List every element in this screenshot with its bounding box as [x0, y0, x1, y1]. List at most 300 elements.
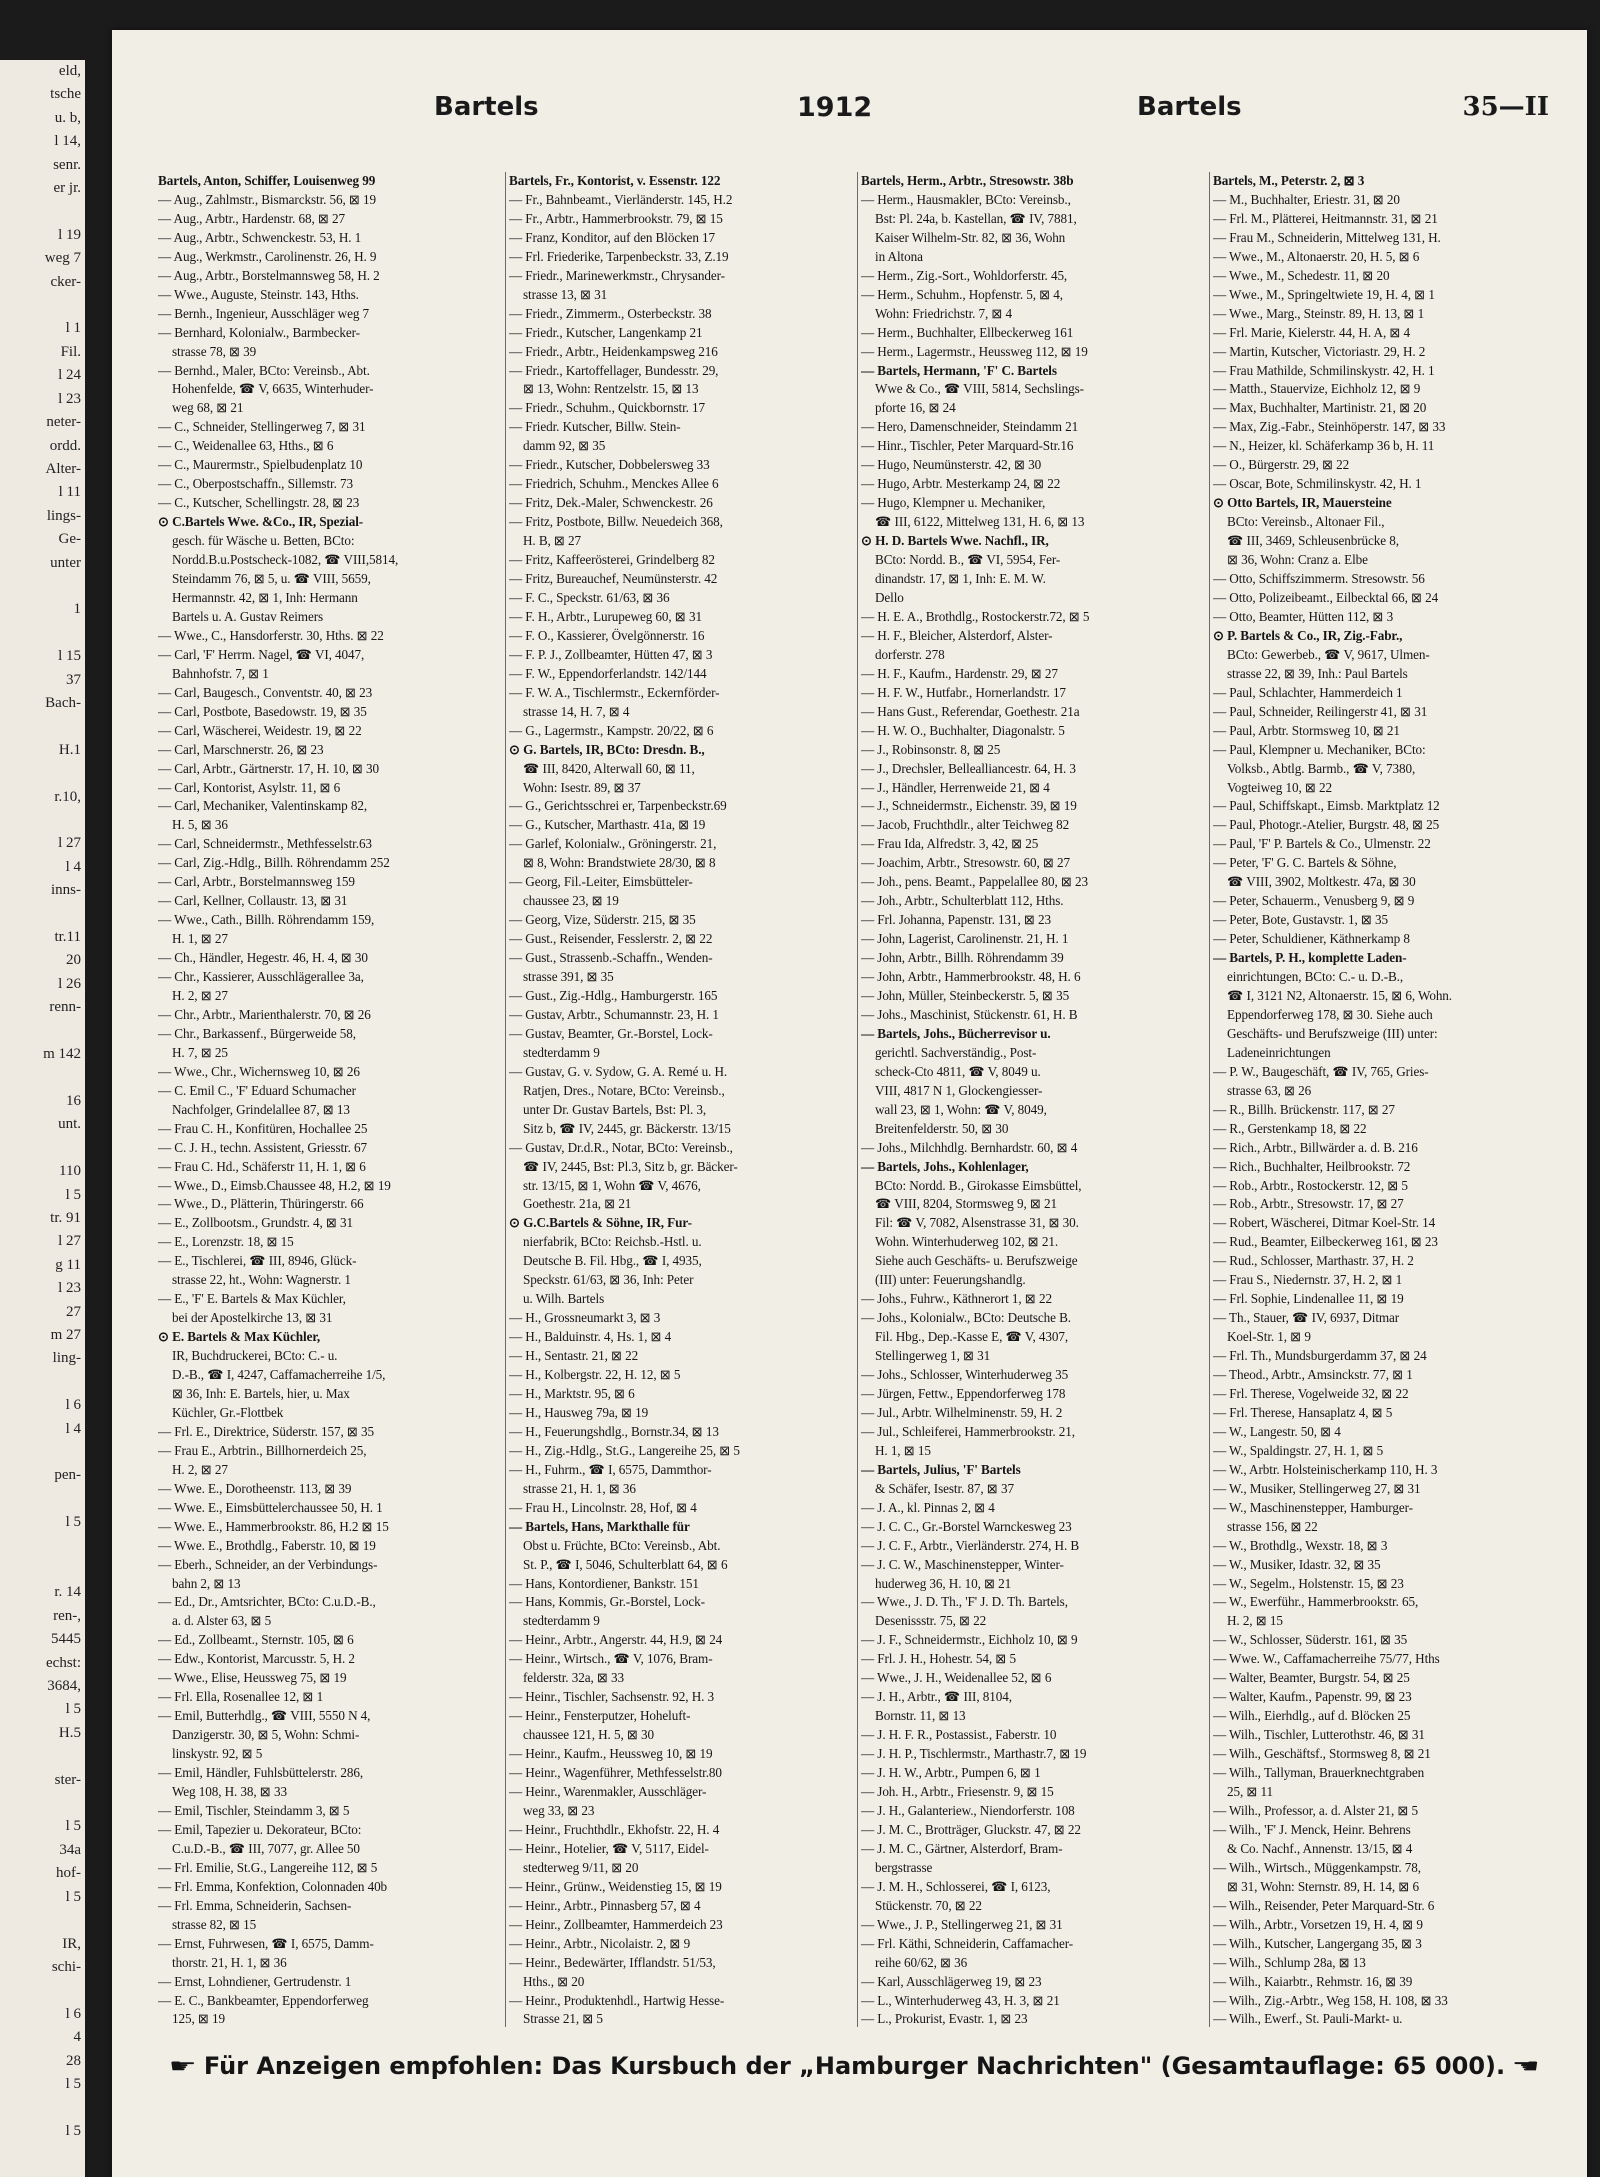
- edge-fragment: 1: [73, 601, 81, 618]
- edge-fragment: renn-: [49, 999, 81, 1016]
- directory-entry: — Wwe. E., Hammerbrookstr. 86, H.2 ⊠ 15: [158, 1518, 389, 1534]
- edge-fragment: H.1: [58, 741, 81, 758]
- directory-entry: — Frau Mathilde, Schmilinskystr. 42, H. 1: [1213, 362, 1435, 378]
- directory-entry: — Frl. Käthi, Schneiderin, Caffamacher-: [861, 1935, 1074, 1951]
- directory-entry: — Frl. Sophie, Lindenallee 11, ⊠ 19: [1213, 1291, 1404, 1307]
- directory-entry: — Rud., Schlosser, Marthastr. 37, H. 2: [1213, 1253, 1414, 1269]
- directory-entry-continuation: Siehe auch Geschäfts- u. Berufszweige: [875, 1253, 1078, 1269]
- directory-entry: — Wilh., Kaiarbtr., Rehmstr. 16, ⊠ 39: [1213, 1973, 1413, 1989]
- directory-entry: — Th., Stauer, ☎ IV, 6937, Ditmar: [1213, 1310, 1400, 1326]
- directory-entry-continuation: H. B, ⊠ 27: [523, 533, 582, 549]
- directory-entry: — Johs., Milchhdlg. Bernhardstr. 60, ⊠ 4: [861, 1139, 1078, 1155]
- directory-entry-continuation: stedterweg 9/11, ⊠ 20: [523, 1859, 639, 1875]
- edge-fragment: [0, 1066, 85, 1089]
- directory-entry: — Wwe., D., Plätterin, Thüringerstr. 66: [158, 1196, 364, 1212]
- directory-entry: — Otto, Polizeibeamt., Eilbecktal 66, ⊠ 24: [1213, 589, 1439, 605]
- directory-entry-continuation: stedterdamm 9: [523, 1044, 600, 1060]
- directory-entry: — W., Langestr. 50, ⊠ 4: [1213, 1423, 1341, 1439]
- edge-fragment: er jr.: [53, 180, 81, 197]
- directory-entry: — Aug., Arbtr., Borstelmannsweg 58, H. 2: [158, 267, 380, 283]
- edge-fragment: l 23: [58, 390, 81, 407]
- directory-entry: — Emil, Tischler, Steindamm 3, ⊠ 5: [158, 1802, 350, 1818]
- directory-entry-continuation: & Co. Nachf., Annenstr. 13/15, ⊠ 4: [1227, 1840, 1413, 1856]
- directory-entry: — W., Spaldingstr. 27, H. 1, ⊠ 5: [1213, 1442, 1384, 1458]
- directory-entry: — Georg, Fil.-Leiter, Eimsbütteler-: [509, 874, 693, 890]
- edge-fragment: m 27: [50, 1326, 81, 1343]
- directory-entry-continuation: Weg 108, H. 38, ⊠ 33: [172, 1784, 287, 1800]
- directory-entry-continuation: Eppendorferweg 178, ⊠ 30. Siehe auch: [1227, 1006, 1433, 1022]
- edge-fragment: [0, 1792, 85, 1815]
- directory-entry: — Frl. Emma, Konfektion, Colonnaden 40b: [158, 1878, 388, 1894]
- directory-entry: — Paul, Schiffskapt., Eimsb. Marktplatz 12: [1213, 798, 1440, 814]
- directory-entry-continuation: bahn 2, ⊠ 13: [172, 1575, 241, 1591]
- edge-fragment: ren-,: [53, 1607, 81, 1624]
- directory-entry: — Jacob, Fruchthdlr., alter Teichweg 82: [861, 817, 1070, 833]
- directory-entry-continuation: strasse 14, H. 7, ⊠ 4: [523, 703, 630, 719]
- directory-entry: — Herm., Schuhm., Hopfenstr. 5, ⊠ 4,: [861, 286, 1063, 302]
- edge-fragment: l 23: [58, 1280, 81, 1297]
- edge-fragment: 27: [66, 1303, 81, 1320]
- edge-fragment: eld,: [58, 63, 81, 79]
- edge-fragment: l 5: [65, 1186, 81, 1203]
- directory-entry-continuation: Nachfolger, Grindelallee 87, ⊠ 13: [172, 1101, 350, 1117]
- directory-entry: — J. M. C., Brotträger, Gluckstr. 47, ⊠ 22: [861, 1821, 1081, 1837]
- directory-entry: — W., Schlosser, Süderstr. 161, ⊠ 35: [1213, 1632, 1408, 1648]
- directory-entry: — Friedr., Kutscher, Dobbelersweg 33: [509, 457, 710, 473]
- directory-entry: — Peter, Bote, Gustavstr. 1, ⊠ 35: [1213, 912, 1388, 928]
- edge-fragment: [0, 1979, 85, 2002]
- directory-entry: — Oscar, Bote, Schmilinskystr. 42, H. 1: [1213, 476, 1422, 492]
- directory-entry: — Wilh., Geschäftsf., Stormsweg 8, ⊠ 21: [1213, 1746, 1431, 1762]
- directory-entry-continuation: Goethestr. 21a, ⊠ 21: [523, 1196, 632, 1212]
- directory-entry-continuation: ⊠ 31, Wohn: Sternstr. 89, H. 14, ⊠ 6: [1227, 1878, 1419, 1894]
- edge-fragment: [0, 1371, 85, 1394]
- directory-entry: — Heinr., Warenmakler, Ausschläger-: [509, 1784, 707, 1800]
- directory-entry: — Wilh., 'F' J. Menck, Heinr. Behrens: [1213, 1821, 1411, 1837]
- directory-entry-continuation: Stellingerweg 1, ⊠ 31: [875, 1348, 991, 1364]
- directory-entry: ⊙ C.Bartels Wwe. &Co., IR, Spezial-: [158, 514, 364, 530]
- directory-entry: — Wilh., Tallyman, Brauerknechtgraben: [1213, 1765, 1425, 1781]
- directory-entry: — Chr., Kassierer, Ausschlägerallee 3a,: [158, 969, 364, 985]
- directory-entry: — Carl, Zig.-Hdlg., Billh. Röhrendamm 252: [158, 855, 390, 871]
- directory-entry: — E., Lorenzstr. 18, ⊠ 15: [158, 1234, 294, 1250]
- directory-entry-continuation: Vogteiweg 10, ⊠ 22: [1227, 779, 1332, 795]
- directory-entry: — W., Maschinenstepper, Hamburger-: [1213, 1499, 1413, 1515]
- directory-entry: — Friedr., Kartoffellager, Bundesstr. 29,: [509, 362, 719, 378]
- directory-entry-continuation: Wohn: Friedrichstr. 7, ⊠ 4: [875, 305, 1013, 321]
- edge-fragment: [0, 809, 85, 832]
- directory-entry-continuation: strasse 78, ⊠ 39: [172, 343, 257, 359]
- directory-page: [112, 30, 1587, 2177]
- directory-entry: ⊙ E. Bartels & Max Küchler,: [158, 1329, 321, 1345]
- directory-entry: — Wwe., J. H., Weidenallee 52, ⊠ 6: [861, 1670, 1052, 1686]
- column-divider: [857, 172, 858, 2027]
- directory-entry: — Gustav, Dr.d.R., Notar, BCto: Vereinsb.,: [509, 1139, 733, 1155]
- directory-entry: — Frau C. Hd., Schäferstr 11, H. 1, ⊠ 6: [158, 1158, 366, 1174]
- directory-entry-continuation: ☎ IV, 2445, Bst: Pl.3, Sitz b, gr. Bäcker-: [523, 1158, 738, 1174]
- directory-entry-continuation: 25, ⊠ 11: [1227, 1784, 1274, 1800]
- edge-fragment: l 24: [58, 367, 81, 384]
- directory-entry: — Rich., Arbtr., Billwärder a. d. B. 216: [1213, 1139, 1418, 1155]
- directory-entry: — W., Segelm., Holstenstr. 15, ⊠ 23: [1213, 1575, 1404, 1591]
- edge-fragment: [0, 762, 85, 785]
- directory-entry-continuation: strasse 156, ⊠ 22: [1227, 1518, 1318, 1534]
- directory-entry-continuation: C.u.D.-B., ☎ III, 7077, gr. Allee 50: [172, 1840, 360, 1856]
- directory-entry: — Fritz, Bureauchef, Neumünsterstr. 42: [509, 571, 718, 587]
- directory-entry: — J., Robinsonstr. 8, ⊠ 25: [861, 741, 1001, 757]
- directory-entry: — Paul, Photogr.-Atelier, Burgstr. 48, ⊠ 25: [1213, 817, 1440, 833]
- directory-entry-continuation: ⊠ 36, Wohn: Cranz a. Elbe: [1227, 552, 1368, 568]
- directory-entry: — C., Oberpostschaffn., Sillemstr. 73: [158, 476, 353, 492]
- edge-fragment: [0, 2143, 85, 2166]
- directory-entry-continuation: Bahnhofstr. 7, ⊠ 1: [172, 665, 269, 681]
- directory-entry: — J. H. F. R., Postassist., Faberstr. 10: [861, 1727, 1057, 1743]
- directory-entry: — W., Musiker, Stellingerweg 27, ⊠ 31: [1213, 1480, 1421, 1496]
- edge-fragment: hof-: [56, 1865, 81, 1882]
- directory-entry: — Heinr., Hotelier, ☎ V, 5117, Eidel-: [509, 1840, 709, 1856]
- edge-fragment: [0, 1020, 85, 1043]
- directory-entry: — Emil, Butterhdlg., ☎ VIII, 5550 N 4,: [158, 1708, 371, 1724]
- directory-entry: — Frl. M., Plätterei, Heitmannstr. 31, ⊠ 21: [1213, 210, 1438, 226]
- edge-fragment: l 6: [65, 1397, 81, 1414]
- directory-entry-continuation: strasse 13, ⊠ 31: [523, 286, 608, 302]
- directory-entry: — H. F. W., Hutfabr., Hornerlandstr. 17: [861, 684, 1066, 700]
- edge-fragment: H.5: [58, 1724, 81, 1741]
- directory-entry-continuation: BCto: Nordd. B., Girokasse Eimsbüttel,: [875, 1177, 1082, 1193]
- edge-fragment: l 5: [65, 1701, 81, 1718]
- directory-entry: — E., 'F' E. Bartels & Max Küchler,: [158, 1291, 346, 1307]
- directory-entry: — H. F., Kaufm., Hardenstr. 29, ⊠ 27: [861, 665, 1058, 681]
- directory-entry: — Bartels, Johs., Bücherrevisor u.: [861, 1025, 1051, 1041]
- directory-entry-continuation: Hermannstr. 42, ⊠ 1, Inh: Hermann: [172, 589, 358, 605]
- directory-entry: — John, Müller, Steinbeckerstr. 5, ⊠ 35: [861, 987, 1070, 1003]
- directory-entry-continuation: Fil: ☎ V, 7082, Alsenstrasse 31, ⊠ 30.: [875, 1215, 1079, 1231]
- directory-entry: — J. H. P., Tischlermstr., Marthastr.7, ⊠ 19: [861, 1746, 1087, 1762]
- edge-fragment: senr.: [53, 156, 81, 173]
- directory-entry: — Carl, Wäscherei, Weidestr. 19, ⊠ 22: [158, 722, 362, 738]
- directory-entry: — J. M. C., Gärtner, Alsterdorf, Bram-: [861, 1840, 1063, 1856]
- directory-entry: — Paul, Klempner u. Mechaniker, BCto:: [1213, 741, 1426, 757]
- directory-entry: — J. C. F., Arbtr., Vierländerstr. 274, H. B: [861, 1537, 1080, 1553]
- directory-entry-continuation: unter Dr. Gustav Bartels, Bst: Pl. 3,: [523, 1101, 707, 1117]
- directory-entry: — H., Marktstr. 95, ⊠ 6: [509, 1386, 635, 1401]
- directory-entry: — Heinr., Wagenführer, Methfesselstr.80: [509, 1765, 722, 1781]
- directory-entry: — Fr., Arbtr., Hammerbrookstr. 79, ⊠ 15: [509, 210, 723, 226]
- directory-entry: — Carl, Baugesch., Conventstr. 40, ⊠ 23: [158, 684, 373, 700]
- directory-entry: — J., Schneidermstr., Eichenstr. 39, ⊠ 19: [861, 798, 1077, 814]
- directory-entry: — W., Ewerführ., Hammerbrookstr. 65,: [1213, 1594, 1419, 1610]
- edge-fragment: ster-: [54, 1771, 81, 1788]
- directory-entry: — Garlef, Kolonialw., Gröningerstr. 21,: [509, 836, 717, 852]
- edge-fragment: l 15: [58, 648, 81, 665]
- directory-entry: Bartels, Anton, Schiffer, Louisenweg 99: [158, 173, 376, 188]
- edge-fragment: l 11: [58, 484, 81, 501]
- directory-entry-continuation: H. 2, ⊠ 27: [172, 1461, 228, 1477]
- directory-entry: — W., Arbtr. Holsteinischerkamp 110, H. 3: [1213, 1461, 1438, 1477]
- directory-entry: — Otto, Schiffszimmerm. Stresowstr. 56: [1213, 571, 1425, 587]
- directory-entry: — Aug., Werkmstr., Carolinenstr. 26, H. 9: [158, 248, 377, 264]
- column-divider: [1209, 172, 1210, 2027]
- directory-entry-continuation: Wohn: Isestr. 89, ⊠ 37: [523, 779, 641, 795]
- directory-entry: — Jul., Arbtr. Wilhelminenstr. 59, H. 2: [861, 1404, 1063, 1420]
- directory-entry-continuation: ⊠ 13, Wohn: Rentzelstr. 15, ⊠ 13: [523, 381, 699, 397]
- directory-entry-continuation: chaussee 121, H. 5, ⊠ 30: [523, 1727, 654, 1743]
- directory-entry-continuation: strasse 22, ht., Wohn: Wagnerstr. 1: [172, 1272, 351, 1288]
- directory-entry: — F. C., Speckstr. 61/63, ⊠ 36: [509, 589, 670, 605]
- directory-entry-continuation: Nordd.B.u.Postscheck-1082, ☎ VIII,5814,: [172, 552, 399, 568]
- directory-entry: — Rob., Arbtr., Stresowstr. 17, ⊠ 27: [1213, 1196, 1404, 1212]
- directory-entry-continuation: Ladeneinrichtungen: [1227, 1044, 1331, 1060]
- directory-entry-continuation: strasse 63, ⊠ 26: [1227, 1082, 1312, 1098]
- directory-entry: — Wilh., Professor, a. d. Alster 21, ⊠ 5: [1213, 1802, 1419, 1818]
- directory-entry-continuation: bei der Apostelkirche 13, ⊠ 31: [172, 1310, 333, 1326]
- edge-fragment: [0, 294, 85, 317]
- directory-entry: — Jul., Schleiferei, Hammerbrookstr. 21,: [861, 1423, 1075, 1439]
- directory-entry-continuation: Sitz b, ☎ IV, 2445, gr. Bäckerstr. 13/15: [523, 1120, 731, 1136]
- directory-entry: — Bartels, P. H., komplette Laden-: [1213, 950, 1407, 966]
- edge-fragment: [0, 1558, 85, 1581]
- edge-fragment: 16: [66, 1092, 81, 1109]
- directory-entry: — Hugo, Klempner u. Mechaniker,: [861, 495, 1046, 511]
- directory-entry: — J., Drechsler, Bellealliancestr. 64, H. 3: [861, 760, 1076, 776]
- directory-entry: — Frau C. H., Konfitüren, Hochallee 25: [158, 1120, 368, 1136]
- directory-entry: — Friedr., Marinewerkmstr., Chrysander-: [509, 267, 725, 283]
- page-header: [112, 92, 1587, 132]
- directory-entry-continuation: Ratjen, Dres., Notare, BCto: Vereinsb.,: [523, 1082, 725, 1098]
- directory-entry: — H., Feuerungshdlg., Bornstr.34, ⊠ 13: [509, 1423, 719, 1439]
- directory-entry: — Paul, Arbtr. Stormsweg 10, ⊠ 21: [1213, 722, 1400, 738]
- directory-entry-continuation: bergstrasse: [875, 1859, 933, 1875]
- directory-entry: ⊙ G. Bartels, IR, BCto: Dresdn. B.,: [509, 741, 705, 757]
- edge-fragment: 34a: [59, 1841, 81, 1858]
- directory-entry-continuation: BCto: Gewerbeb., ☎ V, 9617, Ulmen-: [1227, 646, 1430, 662]
- directory-entry-continuation: u. Wilh. Bartels: [523, 1291, 605, 1307]
- directory-entry: — Gustav, G. v. Sydow, G. A. Remé u. H.: [509, 1063, 728, 1079]
- directory-entry: — Walter, Beamter, Burgstr. 54, ⊠ 25: [1213, 1670, 1410, 1686]
- directory-entry: — Frl. Therese, Vogelweide 32, ⊠ 22: [1213, 1386, 1409, 1401]
- directory-entry-continuation: linskystr. 92, ⊠ 5: [172, 1746, 263, 1762]
- edge-fragment: 20: [66, 952, 81, 969]
- directory-entry: — Wwe., Marg., Steinstr. 89, H. 13, ⊠ 1: [1213, 305, 1425, 321]
- directory-entry: — Joh., pens. Beamt., Pappelallee 80, ⊠ 23: [861, 874, 1088, 890]
- directory-entry: — Heinr., Grünw., Weidenstieg 15, ⊠ 19: [509, 1878, 722, 1894]
- directory-entry: — Otto, Beamter, Hütten 112, ⊠ 3: [1213, 608, 1394, 624]
- page-number: 35—II: [1462, 92, 1549, 122]
- directory-entry: — R., Gerstenkamp 18, ⊠ 22: [1213, 1120, 1367, 1136]
- edge-fragment: 37: [66, 671, 81, 688]
- directory-entry-continuation: Speckstr. 61/63, ⊠ 36, Inh: Peter: [523, 1272, 694, 1288]
- directory-entry: — Wwe. E., Eimsbüttelerchaussee 50, H. 1: [158, 1499, 383, 1515]
- directory-entry: — Bernhd., Maler, BCto: Vereinsb., Abt.: [158, 362, 370, 378]
- directory-entry: — Peter, Schauerm., Venusberg 9, ⊠ 9: [1213, 893, 1415, 909]
- directory-entry: — Heinr., Bedewärter, Ifflandstr. 51/53,: [509, 1954, 716, 1970]
- directory-entry-continuation: huderweg 36, H. 10, ⊠ 21: [875, 1575, 1012, 1591]
- directory-entry-continuation: (III) unter: Feuerungshandlg.: [875, 1272, 1026, 1288]
- directory-entry: — G., Lagermstr., Kampstr. 20/22, ⊠ 6: [509, 722, 714, 738]
- directory-entry: — Frl. Ella, Rosenallee 12, ⊠ 1: [158, 1689, 324, 1705]
- directory-entry: — Frau H., Lincolnstr. 28, Hof, ⊠ 4: [509, 1499, 697, 1515]
- edge-fragment: weg 7: [44, 250, 81, 267]
- directory-entry: — Friedr., Zimmerm., Osterbeckstr. 38: [509, 305, 712, 321]
- directory-entry: — Hans, Kommis, Gr.-Borstel, Lock-: [509, 1594, 705, 1610]
- directory-entry: — R., Billh. Brückenstr. 117, ⊠ 27: [1213, 1101, 1395, 1117]
- directory-entry: — Wwe., C., Hansdorferstr. 30, Hths. ⊠ 22: [158, 627, 384, 643]
- edge-fragment: l 4: [65, 1420, 81, 1437]
- edge-fragment: [0, 2167, 85, 2177]
- edge-fragment: l 4: [65, 858, 81, 875]
- edge-fragment: 4: [73, 2029, 81, 2046]
- directory-entry: — Rich., Buchhalter, Heilbrookstr. 72: [1213, 1158, 1411, 1174]
- directory-entry: — Herm., Zig.-Sort., Wohldorferstr. 45,: [861, 267, 1068, 283]
- directory-entry-continuation: VIII, 4817 N 1, Glockengiesser-: [875, 1082, 1043, 1098]
- directory-entry-continuation: damm 92, ⊠ 35: [523, 438, 606, 454]
- directory-entry-continuation: Fil. Hbg., Dep.-Kasse E, ☎ V, 4307,: [875, 1329, 1069, 1345]
- directory-entry: — Johs., Fuhrw., Käthnerort 1, ⊠ 22: [861, 1291, 1052, 1307]
- edge-fragment: [0, 1488, 85, 1511]
- directory-entry: — E., Zollbootsm., Grundstr. 4, ⊠ 31: [158, 1215, 354, 1231]
- directory-entry-continuation: Steindamm 76, ⊠ 5, u. ☎ VIII, 5659,: [172, 571, 371, 587]
- directory-entry: — Heinr., Fruchthdlr., Ekhofstr. 22, H. 4: [509, 1821, 720, 1837]
- directory-entry: — Rud., Beamter, Eilbeckerweg 161, ⊠ 23: [1213, 1234, 1438, 1250]
- directory-entry: — Paul, Schneider, Reilingerstr 41, ⊠ 31: [1213, 703, 1428, 719]
- directory-entry: — Ed., Dr., Amtsrichter, BCto: C.u.D.-B.,: [158, 1594, 376, 1610]
- directory-entry: — J. C. C., Gr.-Borstel Warnckesweg 23: [861, 1518, 1072, 1534]
- column-4: [1213, 172, 1553, 2027]
- edge-fragment: [0, 1745, 85, 1768]
- directory-entry-continuation: gerichtl. Sachverständig., Post-: [875, 1044, 1037, 1060]
- column-3: [861, 172, 1201, 2027]
- directory-entry: — Ernst, Lohndiener, Gertrudenstr. 1: [158, 1973, 352, 1989]
- edge-fragment: inns-: [51, 882, 81, 899]
- edge-fragment: tr.11: [54, 929, 81, 946]
- directory-entry-continuation: H. 5, ⊠ 36: [172, 817, 228, 833]
- running-head-right: Bartels: [1137, 92, 1242, 122]
- directory-entry: — J. F., Schneidermstr., Eichholz 10, ⊠ 9: [861, 1632, 1078, 1648]
- directory-entry: — Friedr., Kutscher, Langenkamp 21: [509, 324, 703, 340]
- directory-entry: — Wilh., Tischler, Lutterothstr. 46, ⊠ 31: [1213, 1727, 1425, 1743]
- directory-entry-continuation: ☎ III, 8420, Alterwall 60, ⊠ 11,: [523, 760, 695, 776]
- edge-fragment: [0, 715, 85, 738]
- directory-entry: — Karl, Ausschlägerweg 19, ⊠ 23: [861, 1973, 1042, 1989]
- edge-fragment: [0, 1909, 85, 1932]
- directory-entry: — H., Kolbergstr. 22, H. 12, ⊠ 5: [509, 1367, 681, 1383]
- edge-fragment: l 27: [58, 835, 81, 852]
- directory-entry: — C., Kutscher, Schellingstr. 28, ⊠ 23: [158, 495, 360, 511]
- directory-entry-continuation: Dello: [875, 589, 904, 605]
- directory-entry: — W., Brothdlg., Wexstr. 18, ⊠ 3: [1213, 1537, 1388, 1553]
- edge-fragment: echst:: [46, 1654, 81, 1671]
- directory-entry-continuation: ☎ VIII, 3902, Moltkestr. 47a, ⊠ 30: [1227, 874, 1416, 890]
- directory-entry-continuation: ⊠ 36, Inh: E. Bartels, hier, u. Max: [172, 1386, 350, 1401]
- directory-entry-continuation: D.-B., ☎ I, 4247, Caffamacherreihe 1/5,: [172, 1367, 386, 1383]
- directory-entry: — Gust., Strassenb.-Schaffn., Wenden-: [509, 950, 713, 966]
- edge-fragment: r. 14: [54, 1584, 81, 1601]
- adjacent-page-edge: [0, 60, 85, 2177]
- edge-fragment: [0, 1137, 85, 1160]
- directory-entry: — Wwe., D., Eimsb.Chaussee 48, H.2, ⊠ 19: [158, 1177, 391, 1193]
- edge-fragment: IR,: [62, 1935, 81, 1952]
- directory-entry: — Carl, 'F' Herrm. Nagel, ☎ VI, 4047,: [158, 646, 365, 662]
- edge-fragment: [0, 903, 85, 926]
- directory-entry: — Heinr., Arbtr., Angerstr. 44, H.9, ⊠ 24: [509, 1632, 723, 1648]
- directory-entry: — Joh., Arbtr., Schulterblatt 112, Hths.: [861, 893, 1064, 909]
- directory-entry: — Wwe., Elise, Heussweg 75, ⊠ 19: [158, 1670, 347, 1686]
- directory-entry-continuation: Wwe & Co., ☎ VIII, 5814, Sechslings-: [875, 381, 1084, 397]
- year-heading: 1912: [797, 92, 873, 123]
- directory-entry: — Friedrich, Schuhm., Menckes Allee 6: [509, 476, 719, 492]
- edge-fragment: pen-: [54, 1467, 81, 1484]
- directory-entry: — Frl. Th., Mundsburgerdamm 37, ⊠ 24: [1213, 1348, 1427, 1364]
- edge-fragment: neter-: [46, 414, 81, 431]
- directory-entry: — Frl. J. H., Hohestr. 54, ⊠ 5: [861, 1651, 1016, 1667]
- directory-entry-continuation: chaussee 23, ⊠ 19: [523, 893, 619, 909]
- directory-entry: — Carl, Arbtr., Borstelmannsweg 159: [158, 874, 355, 890]
- edge-fragment: [0, 1535, 85, 1558]
- directory-entry: — L., Prokurist, Evastr. 1, ⊠ 23: [861, 2011, 1028, 2027]
- directory-entry: — Heinr., Arbtr., Nicolaistr. 2, ⊠ 9: [509, 1935, 691, 1951]
- directory-entry: — Frau E., Arbtrin., Billhornerdeich 25,: [158, 1442, 367, 1458]
- directory-entry: — Heinr., Zollbeamter, Hammerdeich 23: [509, 1916, 723, 1932]
- edge-fragment: ling-: [52, 1350, 81, 1367]
- directory-entry: — Carl, Postbote, Basedowstr. 19, ⊠ 35: [158, 703, 367, 719]
- directory-entry-continuation: dorferstr. 278: [875, 646, 945, 662]
- directory-entry-continuation: Desenissstr. 75, ⊠ 22: [875, 1613, 987, 1629]
- edge-fragment: lings-: [46, 507, 81, 524]
- directory-entry: — H. E. A., Brothdlg., Rostockerstr.72, ⊠ 5: [861, 608, 1090, 624]
- directory-entry-continuation: BCto: Nordd. B., ☎ VI, 5954, Fer-: [875, 552, 1061, 568]
- directory-entry: — P. W., Baugeschäft, ☎ IV, 765, Gries-: [1213, 1063, 1429, 1079]
- edge-fragment: l 5: [65, 1514, 81, 1531]
- pointing-hand-right-icon: ☚: [1511, 2054, 1540, 2078]
- directory-entry-continuation: Stückenstr. 70, ⊠ 22: [875, 1897, 982, 1913]
- edge-fragment: Bach-: [45, 694, 81, 711]
- directory-entry: — G., Gerichtsschrei er, Tarpenbeckstr.69: [509, 798, 727, 814]
- directory-entry: — Wwe. E., Brothdlg., Faberstr. 10, ⊠ 19: [158, 1537, 376, 1553]
- directory-entry: — Wilh., Arbtr., Vorsetzen 19, H. 4, ⊠ 9: [1213, 1916, 1423, 1932]
- directory-entry: — Edw., Kontorist, Marcusstr. 5, H. 2: [158, 1651, 355, 1667]
- directory-entry-continuation: H. 2, ⊠ 15: [1227, 1613, 1283, 1629]
- directory-entry-continuation: Geschäfts- und Berufszweige (III) unter:: [1227, 1025, 1438, 1041]
- directory-entry-continuation: ⊠ 8, Wohn: Brandstwiete 28/30, ⊠ 8: [523, 855, 716, 871]
- edge-fragment: unt.: [58, 1116, 81, 1133]
- directory-entry: — Wilh., Reisender, Peter Marquard-Str. 6: [1213, 1897, 1435, 1913]
- directory-entry: — Hero, Damenschneider, Steindamm 21: [861, 419, 1079, 435]
- directory-entry: — Bartels, Hermann, 'F' C. Bartels: [861, 362, 1057, 378]
- directory-entry: — Carl, Marschnerstr. 26, ⊠ 23: [158, 741, 324, 757]
- directory-entry: — Wilh., Wirtsch., Müggenkampstr. 78,: [1213, 1859, 1421, 1875]
- directory-entry: — Friedr., Schuhm., Quickbornstr. 17: [509, 400, 706, 416]
- directory-entry: — Walter, Kaufm., Papenstr. 99, ⊠ 23: [1213, 1689, 1412, 1705]
- directory-entry: — Emil, Tapezier u. Dekorateur, BCto:: [158, 1821, 362, 1837]
- directory-entry: — Paul, Schlachter, Hammerdeich 1: [1213, 684, 1403, 700]
- directory-entry: — Wwe. E., Dorotheenstr. 113, ⊠ 39: [158, 1480, 352, 1496]
- directory-entry: — G., Kutscher, Marthastr. 41a, ⊠ 19: [509, 817, 706, 833]
- directory-entry: — Franz, Konditor, auf den Blöcken 17: [509, 229, 715, 245]
- directory-entry-continuation: ☎ III, 6122, Mittelweg 131, H. 6, ⊠ 13: [875, 514, 1085, 530]
- directory-entry: — Frl. Friederike, Tarpenbeckstr. 33, Z.19: [509, 248, 729, 264]
- edge-fragment: [0, 622, 85, 645]
- directory-entry: — H. F., Bleicher, Alsterdorf, Alster-: [861, 627, 1053, 643]
- directory-entry: — Rob., Arbtr., Rostockerstr. 12, ⊠ 5: [1213, 1177, 1408, 1193]
- directory-entry: — Gustav, Arbtr., Schumannstr. 23, H. 1: [509, 1006, 719, 1022]
- directory-entry: — Ed., Zollbeamt., Sternstr. 105, ⊠ 6: [158, 1632, 354, 1648]
- pointing-hand-left-icon: ☛: [169, 2054, 198, 2078]
- directory-entry: — Heinr., Kaufm., Heussweg 10, ⊠ 19: [509, 1746, 713, 1762]
- directory-entry: — J. M. H., Schlosserei, ☎ I, 6123,: [861, 1878, 1051, 1894]
- directory-entry-continuation: St. P., ☎ I, 5046, Schulterblatt 64, ⊠ 6: [523, 1556, 728, 1572]
- edge-fragment: schi-: [51, 1958, 81, 1975]
- directory-entry: — Wwe., Cath., Billh. Röhrendamm 159,: [158, 912, 375, 928]
